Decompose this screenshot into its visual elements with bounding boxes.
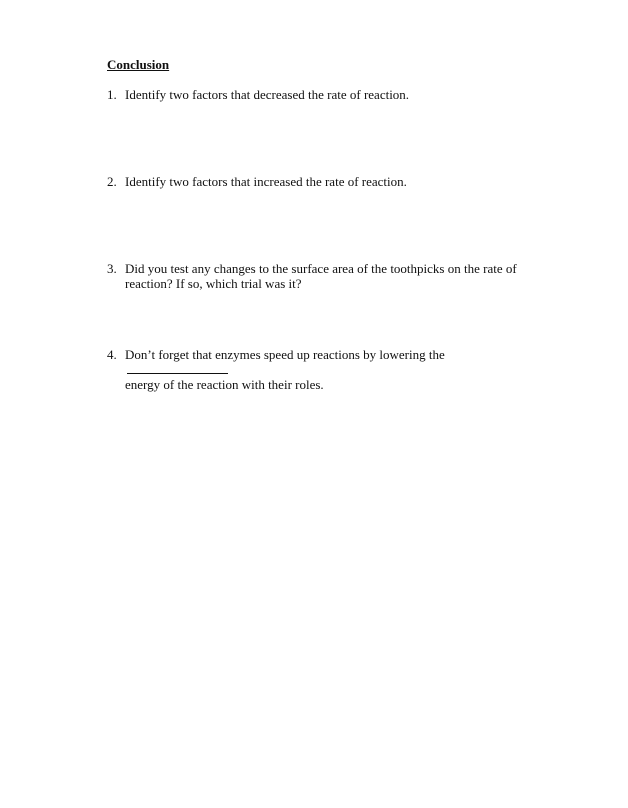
question-1 (107, 87, 547, 102)
question-text: Identify two factors that increased the rate of reaction. (125, 174, 407, 189)
question-3 (107, 261, 547, 291)
question-number: 2. (107, 174, 117, 189)
question-text: Identify two factors that decreased the rate of reaction. (125, 87, 410, 102)
question-text-line-2: reaction? If so, which trial was it? (125, 276, 302, 291)
question-text-before-blank: Don’t forget that enzymes speed up reactions by lowering the (125, 347, 445, 362)
question-text-line-2: energy of the reaction with their roles. (125, 377, 324, 392)
question-number: 3. (107, 261, 117, 276)
section-heading: Conclusion (107, 57, 170, 72)
question-text-line-1 (125, 347, 547, 377)
question-number: 1. (107, 87, 117, 102)
question-number: 4. (107, 347, 117, 362)
question-4 (107, 347, 547, 392)
question-text-line-1: Did you test any changes to the surface area of the toothpicks on the rate of (125, 261, 517, 276)
answer-blank (127, 362, 228, 374)
question-2 (107, 174, 547, 189)
